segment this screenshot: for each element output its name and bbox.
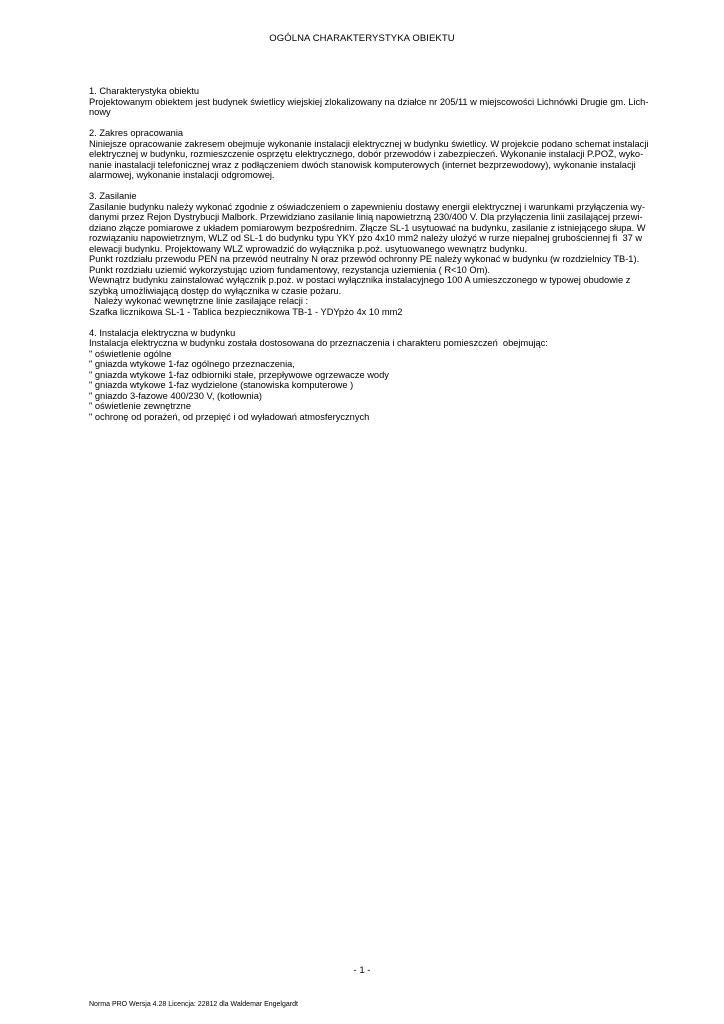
text-line: Niniejsze opracowanie zakresem obejmuje wykonanie instalacji elektrycznej w budynku świetlicy. W projekcie podano schemat instalacji: [89, 138, 649, 149]
text-line: Projektowanym obiektem jest budynek świetlicy wiejskiej zlokalizowany na działce nr 205/11 w miejscowości Lichnówki Drugie gm. Lich-: [89, 96, 649, 107]
text-line: nanie inastalacji telefonicznej wraz z podłączeniem dwóch stanowisk komputerowych (internet bezprzewodowy), wykonanie instalacji: [89, 159, 636, 170]
text-line: rozwiązaniu napowietrznym, WLZ od SL-1 do budynku typu YKY pżo 4x10 mm2 należy ułożyć w rurze niepalnej grubościennej fi 37 w: [89, 233, 643, 243]
section-characteristics: [89, 86, 679, 118]
section-paragraph: [89, 338, 679, 422]
text-line: elektrycznej w budynku, rozmieszczenie osprzętu elektrycznego, dobór przewodów i zabezpieczeń. Wykonanie instalacji P.POŻ, wyko-: [89, 149, 644, 159]
list-item: " gniazda wtykowe 1-faz wydzielone (stanowiska komputerowe ): [89, 380, 354, 390]
text-line: alarmowej, wykonanie instalacji odgromowej.: [89, 170, 275, 180]
section-heading: 3. Zasilanie: [89, 191, 137, 201]
list-item: " oświetlenie zewnętrzne: [89, 401, 192, 411]
section-paragraph: [89, 202, 679, 318]
text-line: Zasilanie budynku należy wykonać zgodnie z oświadczeniem o zapewnieniu dostawy energii elektrycznej i warunkami przyłączenia wy-: [89, 201, 646, 212]
section-electrical-installation: [89, 328, 679, 423]
section-power-supply: [89, 191, 679, 317]
list-item: " gniazda wtykowe 1-faz odbiorniki stałe, przepływowe ogrzewacze wody: [89, 369, 389, 380]
section-paragraph: [89, 139, 679, 181]
section-heading: 4. Instalacja elektryczna w budynku: [89, 327, 236, 338]
list-item: " gniazda wtykowe 1-faz ogólnego przeznaczenia,: [89, 359, 295, 369]
section-heading: 2. Zakres opracowania: [89, 128, 184, 138]
text-line: szybką umożliwiającą dostęp do wyłącznika w czasie pożaru.: [89, 285, 342, 296]
text-line: dziano złącze pomiarowe z układem pomiarowym bezpośrednim. Złącze SL-1 usytuować na budynku, zasilanie z istniejącego słupa. W: [89, 222, 646, 233]
page-title: OGÓLNA CHARAKTERYSTYKA OBIEKTU: [269, 33, 455, 44]
text-line: Punkt rozdziału przewodu PEN na przewód neutralny N oraz przewód ochronny PE należy wykonać w budynku (w rozdzielnicy TB-1).: [89, 254, 640, 264]
list-item: " oświetlenie ogólne: [89, 348, 172, 359]
text-line: Wewnątrz budynku zainstalować wyłącznik p.poż. w postaci wyłącznika instalacyjnego 100 A umieszczonego w typowej obudowie z: [89, 275, 631, 285]
list-item: " ochronę od porażeń, od przepięć i od wyładowań atmosferycznych: [89, 411, 370, 422]
text-line: nowy: [89, 107, 111, 117]
list-item: " gniazdo 3-fazowe 400/230 V, (kotłownia): [89, 390, 262, 401]
text-line: danymi przez Rejon Dystrybucji Malbork. Przewidziano zasilanie linią napowietrzną 230/400 V. Dla przyłączenia linii zasilającej przewi-: [89, 212, 643, 222]
text-line: Punkt rozdziału uziemić wykorzystując uziom fundamentowy, rezystancja uziemienia ( R<10 Om).: [89, 264, 491, 275]
section-scope: [89, 128, 679, 181]
text-line: elewacji budynku. Projektowany WLZ wprowadzić do wyłącznika p.poż. usytuowanego wewnątrz budynku.: [89, 243, 528, 254]
page-number: - 1 -: [353, 965, 371, 976]
text-line: Należy wykonać wewnętrzne linie zasilające relacji :: [89, 296, 309, 306]
section-paragraph: [89, 97, 679, 118]
section-heading: 1. Charakterystyka obiektu: [89, 86, 200, 96]
document-body: [89, 86, 679, 433]
text-line: Szafka licznikowa SL-1 - Tablica bezpiecznikowa TB-1 - YDYpżo 4x 10 mm2: [89, 306, 403, 317]
text-line: Instalacja elektryczna w budynku została dostosowana do przeznaczenia i charakteru pomieszczeń obejmując:: [89, 338, 548, 348]
footer-license-note: Norma PRO Wersja 4.28 Licencja: 22812 dla Waldemar Engelgardt: [89, 1001, 298, 1008]
